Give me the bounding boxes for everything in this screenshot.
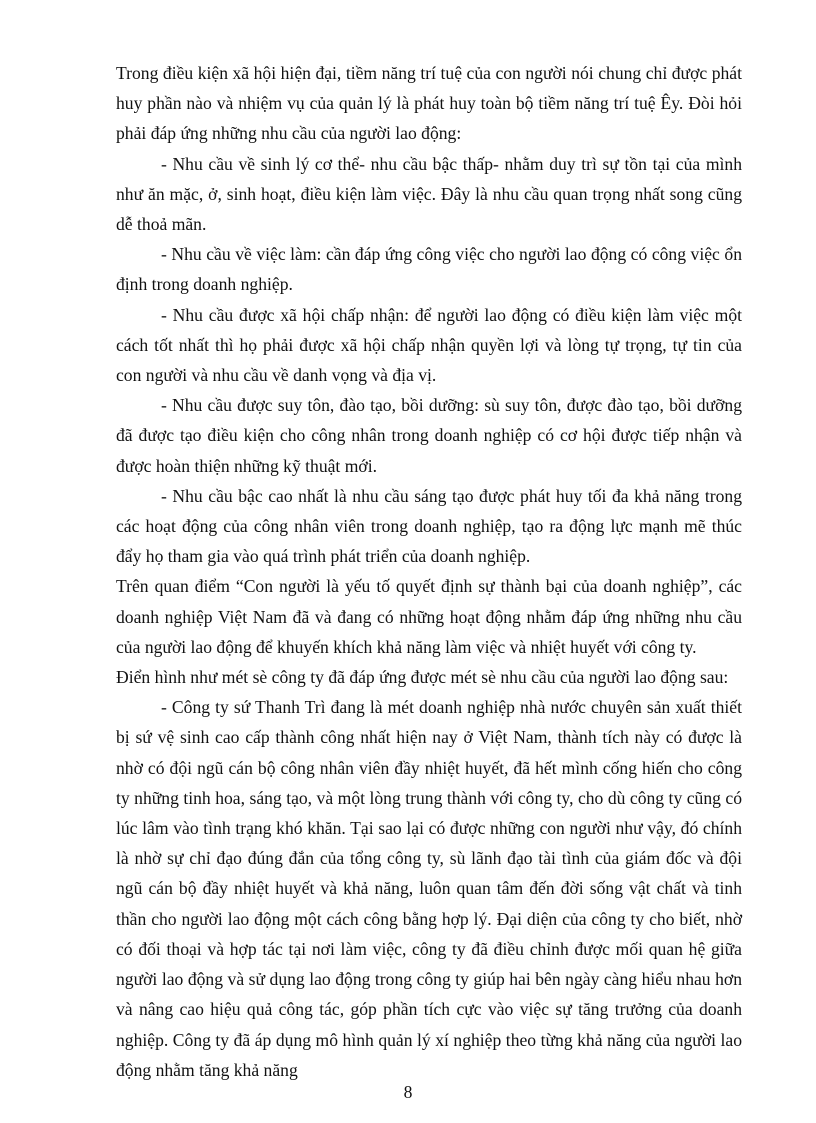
page-number: 8 xyxy=(403,1082,413,1102)
document-body xyxy=(116,58,742,1085)
paragraph-viewpoint: Trên quan điểm “Con người là yếu tố quyết định sự thành bại của doanh nghiệp”, các doanh nghiệp Việt Nam đã và đang có những hoạt động nhằm đáp ứng những nhu cầu của người lao động để khuyến khích khả năng làm việc và nhiệt huyết với công ty. xyxy=(116,576,742,657)
paragraph-physiological-needs: - Nhu cầu về sinh lý cơ thể- nhu cầu bậc thấp- nhằm duy trì sự tồn tại của mình như ăn mặc, ở, sinh hoạt, điều kiện làm việc. Đây là nhu cầu quan trọng nhất song cũng dễ thoả mãn. xyxy=(116,153,742,235)
paragraph-intro: Trong điều kiện xã hội hiện đại, tiềm năng trí tuệ của con người nói chung chỉ được phát huy phần nào và nhiệm vụ của quản lý là phát huy toàn bộ tiềm năng trí tuệ Êy. Đòi hỏi phải đáp ứng những nhu cầu của người lao động: xyxy=(116,63,742,144)
paragraph-social-acceptance-needs: - Nhu cầu được xã hội chấp nhận: để người lao động có điều kiện làm việc một cách tốt nhất thì họ phải được xã hội chấp nhận quyền lợi và lòng tự trọng, tự tin của con người và nhu cầu về danh vọng và địa vị. xyxy=(116,304,742,386)
paragraph-esteem-training-needs: - Nhu cầu được suy tôn, đào tạo, bồi dưỡng: sù suy tôn, được đào tạo, bồi dưỡng đã được tạo điều kiện cho công nhân trong doanh nghiệp có cơ hội được tiếp nhận và được hoàn thiện những kỹ thuật mới. xyxy=(116,395,742,476)
paragraph-creativity-needs: - Nhu cầu bậc cao nhất là nhu cầu sáng tạo được phát huy tối đa khả năng trong các hoạt động của công nhân viên trong doanh nghiệp, tạo ra động lực mạnh mẽ thúc đẩy họ tham gia vào quá trình phát triển của doanh nghiệp. xyxy=(116,485,742,567)
paragraph-example-intro: Điển hình như mét sè công ty đã đáp ứng được mét sè nhu cầu của người lao động sau: xyxy=(116,667,729,688)
paragraph-thanh-tri-example: - Công ty sứ Thanh Trì đang là mét doanh nghiệp nhà nước chuyên sản xuất thiết bị sứ vệ sinh cao cấp thành công nhất hiện nay ở Việt Nam, thành tích này có được là nhờ có đội ngũ cán bộ công nhân viên đầy nhiệt huyết, đã hết mình cống hiến cho công ty những tinh hoa, sáng tạo, và một lòng trung thành với công ty, cho dù công ty cũng có lúc lâm vào tình trạng khó khăn. Tại sao lại có được những con người như vậy, đó chính là nhờ sự chỉ đạo đúng đắn của tổng công ty, sù lãnh đạo tài tình của giám đốc và đội ngũ cán bộ đầy nhiệt huyết và khả năng, luôn quan tâm đến đời sống vật chất và tinh thần cho người lao động một cách công bằng hợp lý. Đại diện của công ty cho biết, nhờ có đối thoại và hợp tác tại nơi làm việc, công ty đã điều chỉnh được mối quan hệ giữa người lao động và sử dụng lao động trong công ty giúp hai bên ngày càng hiểu nhau hơn và nâng cao hiệu quả công tác, góp phần tích cực vào việc sự tăng trưởng của doanh nghiệp. Công ty đã áp dụng mô hình quản lý xí nghiệp theo từng khả năng của người lao động nhằm tăng khả năng xyxy=(116,697,742,1080)
paragraph-employment-needs: - Nhu cầu về việc làm: cần đáp ứng công việc cho người lao động có công việc ổn định trong doanh nghiệp. xyxy=(116,244,742,295)
